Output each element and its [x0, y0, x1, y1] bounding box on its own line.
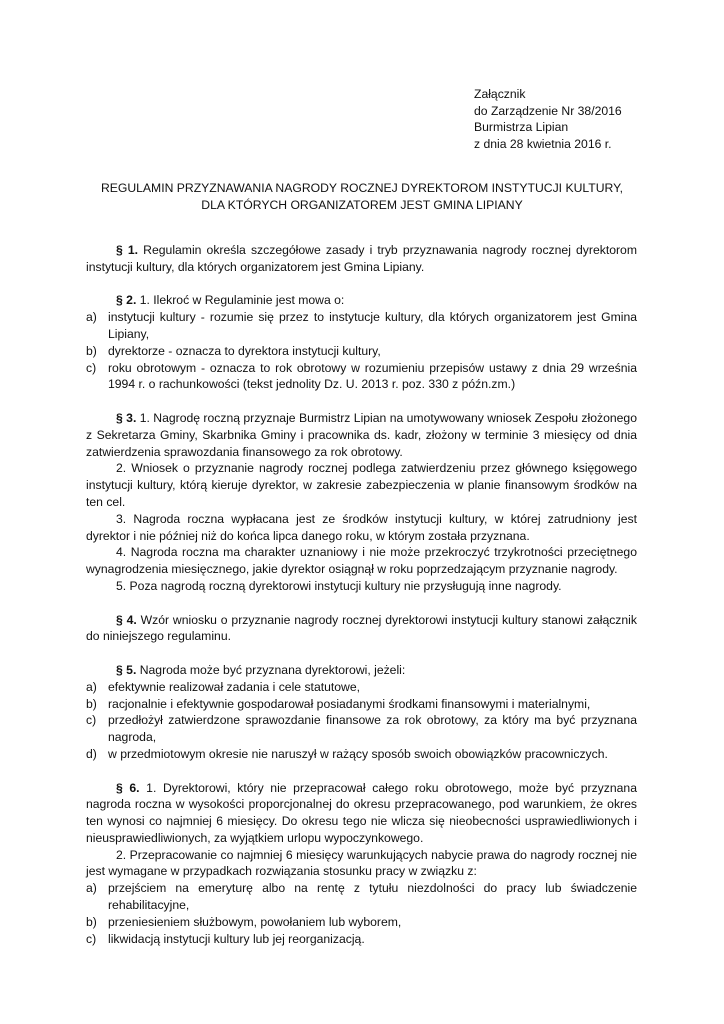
list-item: [86, 914, 637, 931]
section-text: 1. Nagrodę roczną przyznaje Burmistrz Lipian na umotywowany wniosek Zespołu złożonego z Sekretarza Gminy, Skarbnika Gminy i pracownika ds. kadr, złożony w terminie 3 miesięcy od dnia zatwierdzenia sprawozdania finansowego za rok obrotowy.: [86, 410, 637, 459]
section-4: [86, 612, 637, 646]
section-6: [86, 780, 637, 847]
section-3-paragraph: 3. Nagroda roczna wypłacana jest ze środków instytucji kultury, w której zatrudniony jest dyrektor i nie później niż do końca lipca danego roku, w którym została przyznana.: [86, 511, 637, 543]
list-item: [86, 931, 637, 948]
title-line: REGULAMIN PRZYZNAWANIA NAGRODY ROCZNEJ DYREKTOROM INSTYTUCJI KULTURY,: [100, 181, 624, 195]
list-label: b): [86, 696, 97, 711]
list-text: roku obrotowym - oznacza to rok obrotowy w rozumieniu przepisów ustawy z dnia 29 września 1994 r. o rachunkowości (tekst jednolity Dz. U. 2013 r. poz. 330 z późn.zm.): [108, 360, 637, 392]
section-5: [86, 662, 637, 679]
annex-line: Załącznik: [474, 87, 526, 101]
section-3-paragraph: 2. Wniosek o przyznanie nagrody rocznej podlega zatwierdzeniu przez głównego księgowego instytucji kultury, którą kieruje dyrektor, w zakresie zabezpieczenia w planie finansowym środków na ten cel.: [86, 461, 637, 509]
section-6-paragraph: 2. Przepracowanie co najmniej 6 miesięcy warunkujących nabycie prawa do nagrody rocznej nie jest wymagane w przypadkach rozwiązania stosunku pracy w związku z:: [86, 847, 637, 879]
section-number: § 6.: [116, 780, 140, 795]
annex-header: [474, 86, 622, 152]
annex-line: Burmistrza Lipian: [474, 120, 569, 134]
document-title: [0, 180, 724, 213]
title-line: DLA KTÓRYCH ORGANIZATOREM JEST GMINA LIPIANY: [201, 197, 523, 212]
list-item: [86, 360, 637, 394]
list-item: [86, 679, 637, 696]
section-text: Nagroda może być przyznana dyrektorowi, jeżeli:: [136, 662, 406, 677]
section-6-list: [86, 880, 637, 947]
annex-line: do Zarządzenie Nr 38/2016: [474, 103, 622, 118]
list-label: c): [86, 931, 97, 946]
list-label: c): [86, 360, 97, 375]
list-item: [86, 343, 637, 360]
list-label: a): [86, 679, 97, 694]
list-text: przejściem na emeryturę albo na rentę z tytułu niezdolności do pracy lub świadczenie rehabilitacyjne,: [108, 881, 637, 913]
section-2: [86, 292, 637, 309]
section-number: § 3.: [116, 410, 137, 425]
section-text: 1. Ilekroć w Regulaminie jest mowa o:: [136, 293, 345, 308]
list-label: d): [86, 746, 97, 761]
section-number: § 5.: [116, 662, 137, 677]
list-item: [86, 712, 637, 746]
section-3-paragraph: 5. Poza nagrodą roczną dyrektorowi instytucji kultury nie przysługują inne nagrody.: [116, 578, 562, 593]
annex-line: z dnia 28 kwietnia 2016 r.: [474, 136, 612, 151]
list-item: [86, 880, 637, 914]
list-text: przeniesieniem służbowym, powołaniem lub wyborem,: [108, 914, 402, 929]
section-3-paragraph: 4. Nagroda roczna ma charakter uznaniowy i nie może przekroczyć trzykrotności przeciętnego wynagrodzenia miesięcznego, jakie dyrektor osiągnął w roku poprzedzającym przyznanie nagrody.: [86, 545, 637, 577]
document-body: [86, 242, 637, 947]
list-text: w przedmiotowym okresie nie naruszył w rażący sposób swoich obowiązków pracowniczych.: [108, 746, 608, 761]
list-label: a): [86, 310, 97, 325]
list-text: racjonalnie i efektywnie gospodarował posiadanymi środkami finansowymi i materialnymi,: [108, 696, 591, 711]
list-text: przedłożył zatwierdzone sprawozdanie finansowe za rok obrotowy, za który ma być przyznana nagroda,: [108, 713, 637, 745]
section-number: § 4.: [116, 612, 137, 627]
section-2-list: [86, 309, 637, 393]
list-item: [86, 746, 637, 763]
list-item: [86, 309, 637, 343]
list-label: a): [86, 881, 97, 896]
list-text: efektywnie realizował zadania i cele statutowe,: [108, 679, 361, 694]
list-label: c): [86, 713, 97, 728]
list-text: likwidacją instytucji kultury lub jej reorganizacją.: [108, 931, 365, 946]
section-5-list: [86, 679, 637, 763]
list-text: dyrektorze - oznacza to dyrektora instytucji kultury,: [108, 343, 381, 358]
section-number: § 2.: [116, 293, 137, 308]
section-text: Regulamin określa szczegółowe zasady i tryb przyznawania nagrody rocznej dyrektorom instytucji kultury, dla których organizatorem jest Gmina Lipiany.: [86, 243, 637, 274]
section-text: Wzór wniosku o przyznanie nagrody rocznej dyrektorowi instytucji kultury stanowi załącznik do niniejszego regulaminu.: [86, 612, 637, 644]
list-item: [86, 696, 637, 713]
section-text: 1. Dyrektorowi, który nie przepracował całego roku obrotowego, może być przyznana nagroda roczna w wysokości proporcjonalnej do okresu przepracowanego, pod warunkiem, że okres ten wynosi co najmniej 6 miesięcy. Do okresu tego nie wlicza się nieobecności usprawiedliwionych i nieusprawiedliwionych, za wyjątkiem urlopu wypoczynkowego.: [86, 780, 637, 845]
section-3: [86, 410, 637, 460]
section-1: [86, 242, 637, 276]
list-label: b): [86, 343, 97, 358]
list-label: b): [86, 914, 97, 929]
list-text: instytucji kultury - rozumie się przez to instytucje kultury, dla których organizatorem jest Gmina Lipiany,: [108, 310, 637, 341]
section-number: § 1.: [116, 243, 139, 257]
